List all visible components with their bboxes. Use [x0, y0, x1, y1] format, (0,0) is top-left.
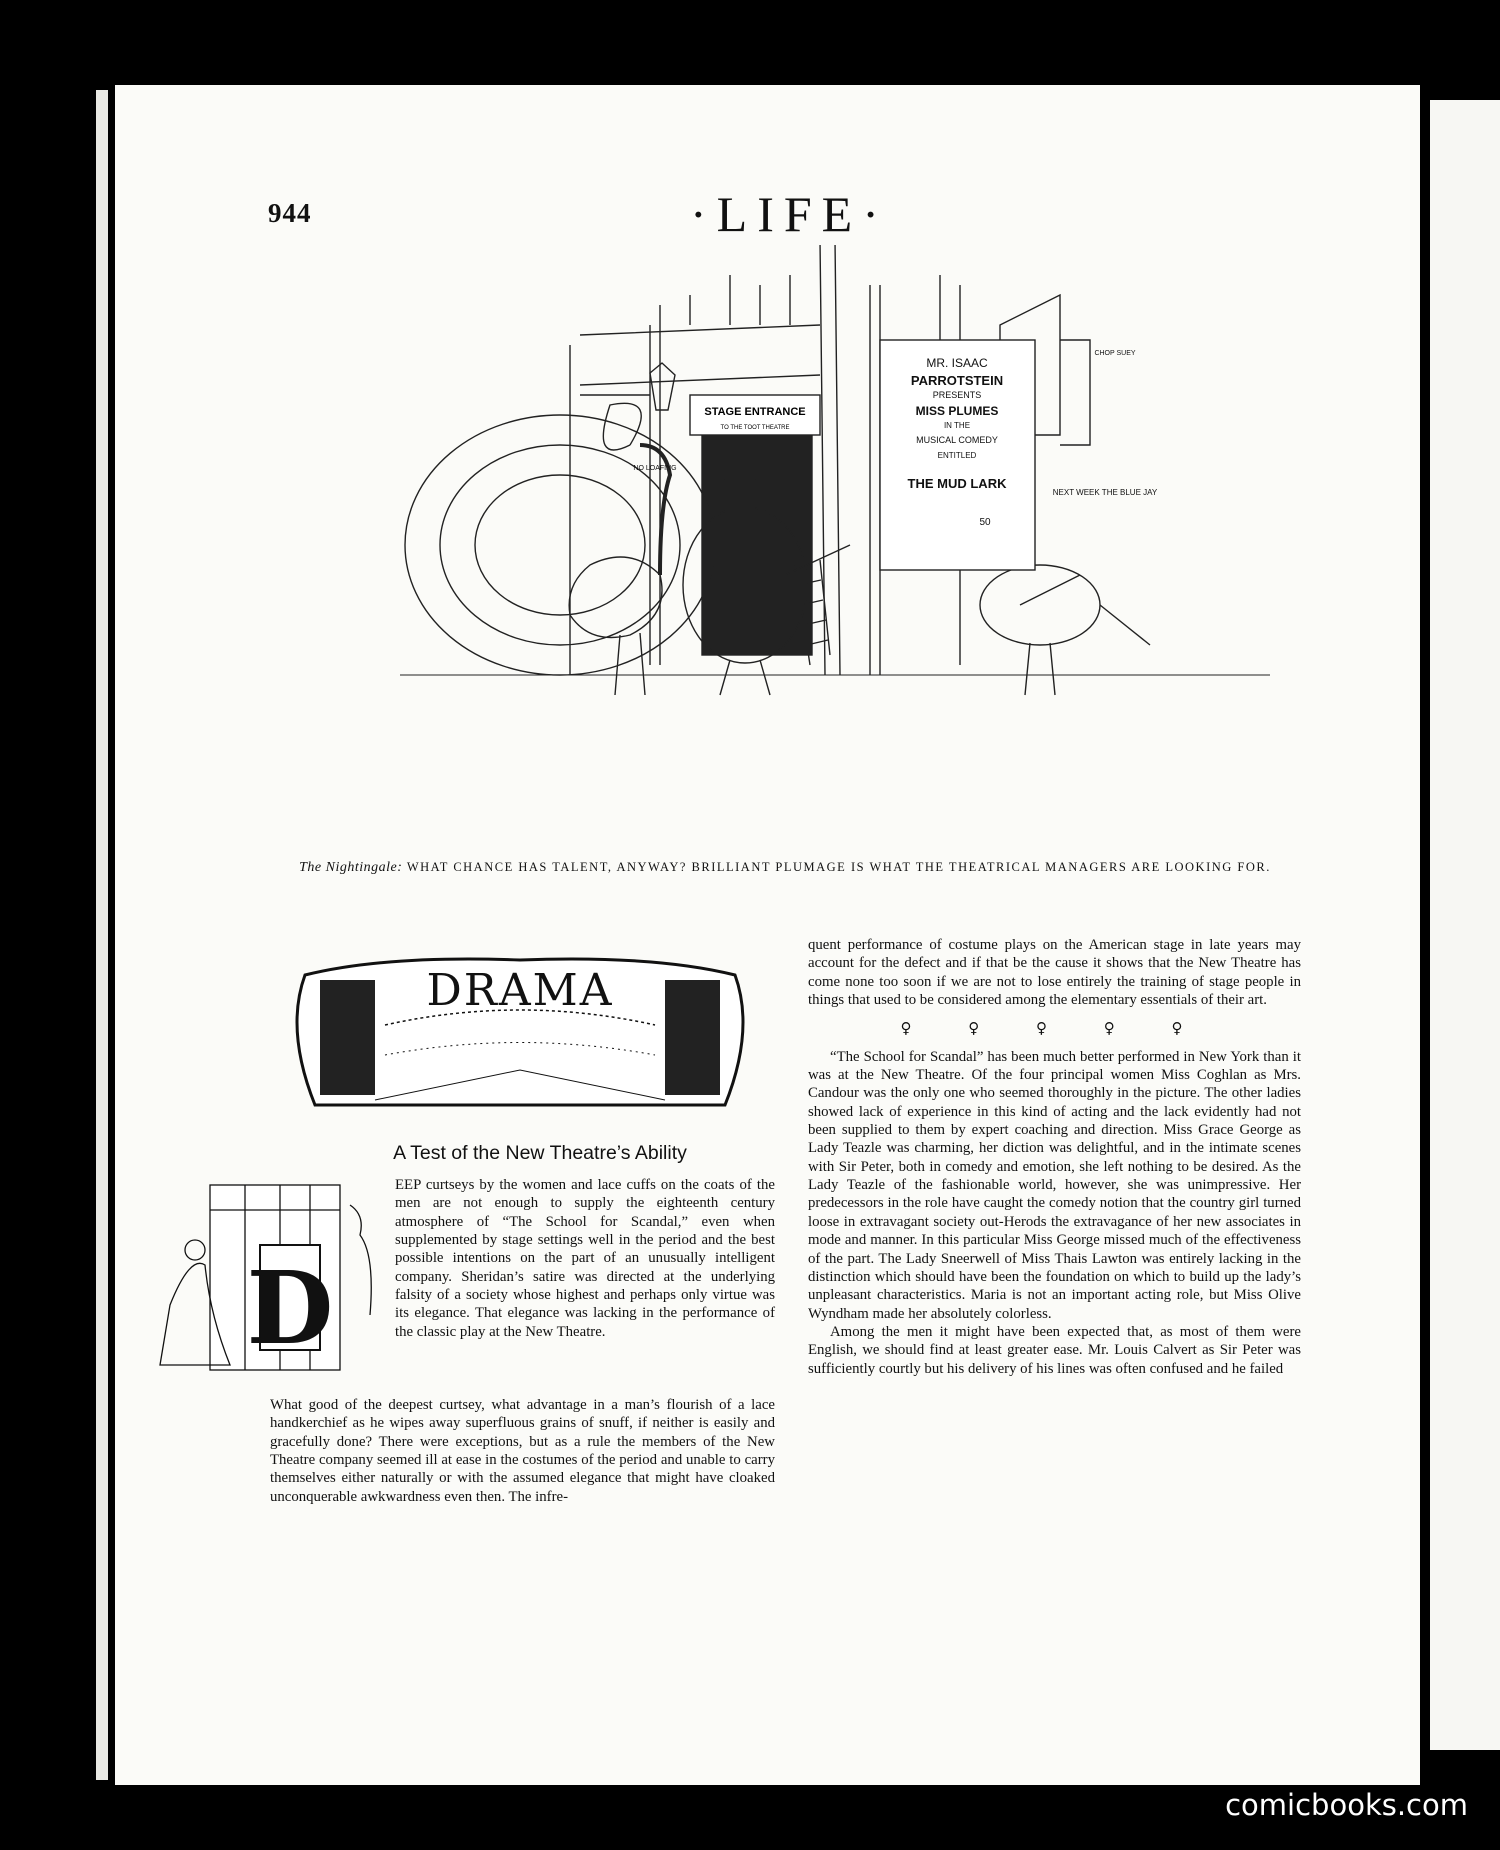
poster-price: 50: [979, 517, 991, 528]
poster-line: PRESENTS: [932, 390, 982, 400]
cartoon-illustration: [400, 245, 1270, 825]
poster-line: MISS PLUMES: [915, 404, 999, 418]
poster-line: IN THE: [943, 421, 971, 430]
cartoon-caption: [290, 858, 1280, 877]
article-column-left-top: [395, 1176, 775, 1341]
article-paragraph: “The School for Scandal” has been much better performed in New York than it was at the New Theatre. Of the four principal women Miss Coghlan as Mrs. Candour was the only one who seemed thoroughly in the picture. The other ladies showed lack of experience in this kind of acting and the lack evidently had not been supplied to them by expert coaching and direction. Miss Grace George as Lady Teazle was charming, her diction was delightful, and in the intimate scenes with Sir Peter, both in comedy and emotion, she left nothing to be desired. As the Lady Teazle of the fashionable world, however, she was unimpressive. Her predecessors in the role have caught the comedy notion that the country girl turned loose in extravagant society out-Herods the extravagance of her new associates in mode and manner. In this particular Miss George missed much of the effectiveness of the part. The Lady Sneerwell of Miss Thais Lawton was entirely lacking in the distinction which should have been the foundation on which to build up the lady’s unpleasant characteristics. Maria is not an important acting role, but Miss Olive Wyndham made her absolutely colorless.: [808, 1048, 1301, 1322]
article-paragraph: quent performance of costume plays on the American stage in late years may account for the defect and if that be the cause it shows that the New Theatre has come none too soon if we are not to lose entirely the training of stage people in things that used to be considered among the elementary essentials of their art.: [808, 937, 1301, 1009]
poster-line: ENTITLED: [937, 451, 977, 460]
watermark: comicbooks.com: [1225, 1788, 1468, 1822]
poster-line: MR. ISAAC: [926, 356, 988, 370]
article-paragraph: EEP curtseys by the women and lace cuffs on the coats of the men are not enough to supply the eighteenth century atmosphere of “The School for Scandal,” even when supplemented by stage settings well in the period and the best possible intentions on the part of an unusually intelligent company. Sheridan’s satire was directed at the underlying falsity of a society whose highest and perhaps only virtue was its elegance. That elegance was lacking in the performance of the classic play at the New Theatre.: [395, 1177, 775, 1340]
section-separator: ♀ ♀ ♀ ♀ ♀: [900, 1019, 1209, 1038]
loafing-sign: NO LOAFING: [633, 465, 677, 472]
stage-entrance-sign: STAGE ENTRANCE: [704, 406, 806, 418]
caption-lead: The Nightingale:: [299, 860, 403, 875]
poster-line: PARROTSTEIN: [910, 373, 1004, 388]
drama-banner: [275, 935, 765, 1125]
page-edge: [96, 90, 108, 1780]
article-title: A Test of the New Theatre’s Ability: [393, 1142, 687, 1164]
facing-page-edge: [1430, 100, 1500, 1750]
next-week-sign: NEXT WEEK THE BLUE JAY: [1052, 488, 1158, 497]
page-number: 944: [268, 198, 312, 228]
article-column-right: [808, 936, 1301, 1378]
masthead: ·LIFE·: [690, 186, 889, 242]
drop-cap-letter: D: [246, 1249, 334, 1367]
poster-line: THE MUD LARK: [907, 476, 1007, 491]
drop-cap-illustration: [150, 1175, 390, 1390]
article-column-left-bottom: [270, 1396, 775, 1506]
theatre-sign: TO THE TOOT THEATRE: [720, 425, 790, 431]
poster-line: MUSICAL COMEDY: [916, 435, 998, 445]
caption-text: WHAT CHANCE HAS TALENT, ANYWAY? BRILLIANT PLUMAGE IS WHAT THE THEATRICAL MANAGERS ARE LOOKING FOR.: [406, 860, 1271, 874]
article-paragraph: Among the men it might have been expected that, as most of them were English, we should find at least greater ease. Mr. Louis Calvert as Sir Peter was sufficiently courtly but his delivery of his lines was often confused and he failed: [808, 1323, 1301, 1377]
drama-title: DRAMA: [426, 965, 614, 1016]
chop-suey-sign: CHOP SUEY: [1094, 350, 1136, 357]
article-paragraph: What good of the deepest curtsey, what advantage in a man’s flourish of a lace handkerchief as he wipes away superfluous grains of snuff, if neither is easily and gracefully done? There were exceptions, but as a rule the members of the New Theatre company seemed ill at ease in the costumes of the period and unable to carry themselves either naturally or with the assumed elegance that might have cloaked unconquerable awkwardness even then. The infre-: [270, 1397, 775, 1505]
